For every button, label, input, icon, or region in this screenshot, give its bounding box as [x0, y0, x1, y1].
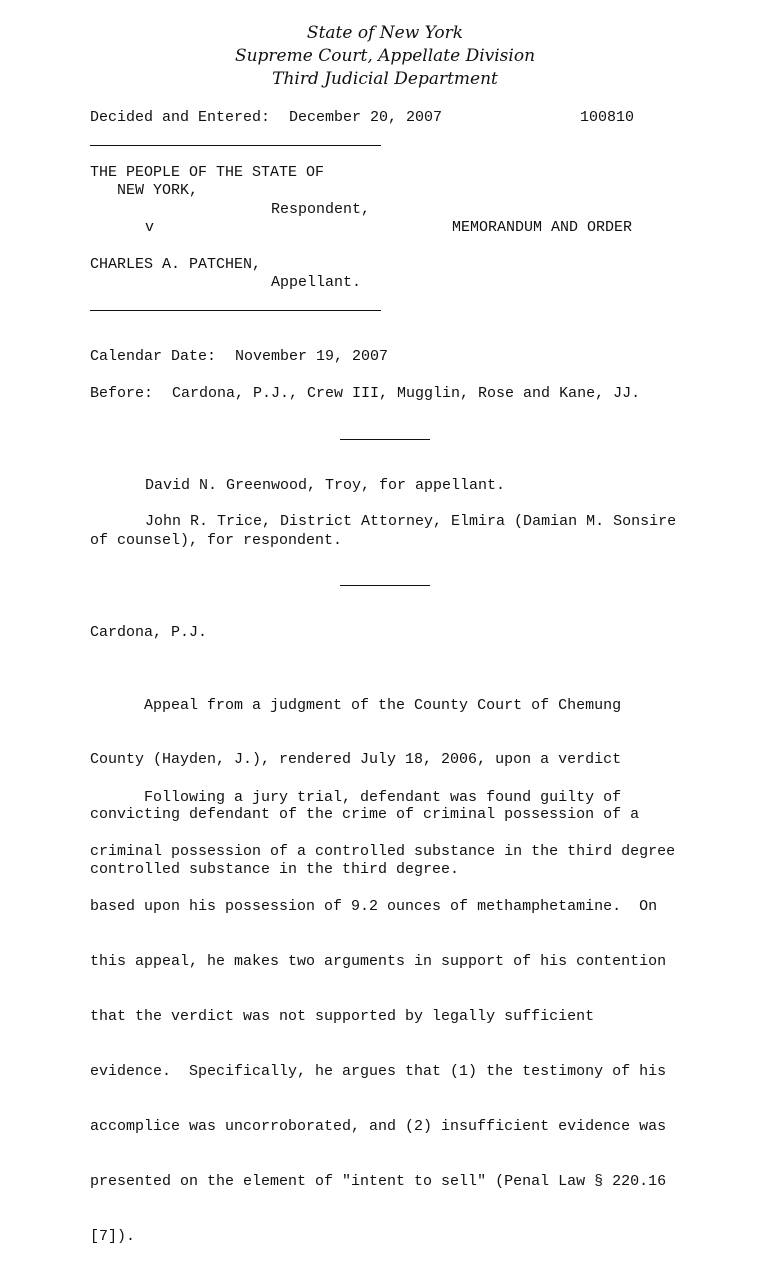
- paragraph-line: presented on the element of "intent to sell" (Penal Law § 220.16: [90, 1172, 667, 1190]
- paragraph-line: Following a jury trial, defendant was found guilty of: [90, 788, 622, 806]
- calendar-date: November 19, 2007: [235, 348, 389, 365]
- decided-label: Decided and Entered:: [90, 109, 271, 126]
- docket-number: 100810: [580, 109, 635, 126]
- decided-date: December 20, 2007: [289, 109, 443, 126]
- counsel-appellant: David N. Greenwood, Troy, for appellant.: [145, 477, 506, 494]
- paragraph-line: this appeal, he makes two arguments in support of his contention: [90, 953, 667, 971]
- counsel-respondent-line2: of counsel), for respondent.: [90, 532, 343, 549]
- counsel-respondent-line1: John R. Trice, District Attorney, Elmira (Damian M. Sonsire: [145, 513, 677, 530]
- paragraph-line: Appeal from a judgment of the County Court of Chemung: [90, 696, 622, 714]
- paragraph-line: based upon his possession of 9.2 ounces of methamphetamine. On: [90, 898, 658, 916]
- paragraph-line: evidence. Specifically, he argues that (1) the testimony of his: [90, 1063, 667, 1081]
- panel-judges: Cardona, P.J., Crew III, Mugglin, Rose and Kane, JJ.: [172, 385, 641, 402]
- opinion-author: Cardona, P.J.: [90, 624, 208, 641]
- before-label: Before:: [90, 385, 154, 402]
- paragraph-line: criminal possession of a controlled substance in the third degree: [90, 843, 676, 861]
- opinion-paragraph-2: [90, 752, 675, 1264]
- party1-role: Respondent,: [271, 201, 371, 218]
- paragraph-line: that the verdict was not supported by legally sufficient: [90, 1008, 595, 1026]
- paragraph-line: [7]).: [90, 1227, 136, 1245]
- party1-line1: THE PEOPLE OF THE STATE OF: [90, 164, 325, 181]
- calendar-label: Calendar Date:: [90, 348, 217, 365]
- versus: v: [145, 219, 155, 236]
- header-department: Third Judicial Department: [272, 69, 498, 89]
- paragraph-line: controlled substance in the third degree.: [90, 861, 460, 879]
- party2-role: Appellant.: [271, 274, 362, 291]
- separator-rule-1: [340, 439, 430, 440]
- document-type: MEMORANDUM AND ORDER: [452, 219, 633, 236]
- header-court: Supreme Court, Appellate Division: [234, 46, 536, 66]
- party2-name: CHARLES A. PATCHEN,: [90, 256, 262, 273]
- caption-bottom-rule: [90, 310, 381, 311]
- paragraph-line: accomplice was uncorroborated, and (2) insufficient evidence was: [90, 1117, 667, 1135]
- caption-top-rule: [90, 145, 381, 146]
- party1-line2: NEW YORK,: [117, 182, 199, 199]
- paragraph-line: County (Hayden, J.), rendered July 18, 2006, upon a verdict: [90, 751, 622, 769]
- paragraph-line: convicting defendant of the crime of criminal possession of a: [90, 806, 640, 824]
- header-state: State of New York: [306, 23, 464, 43]
- separator-rule-2: [340, 585, 430, 586]
